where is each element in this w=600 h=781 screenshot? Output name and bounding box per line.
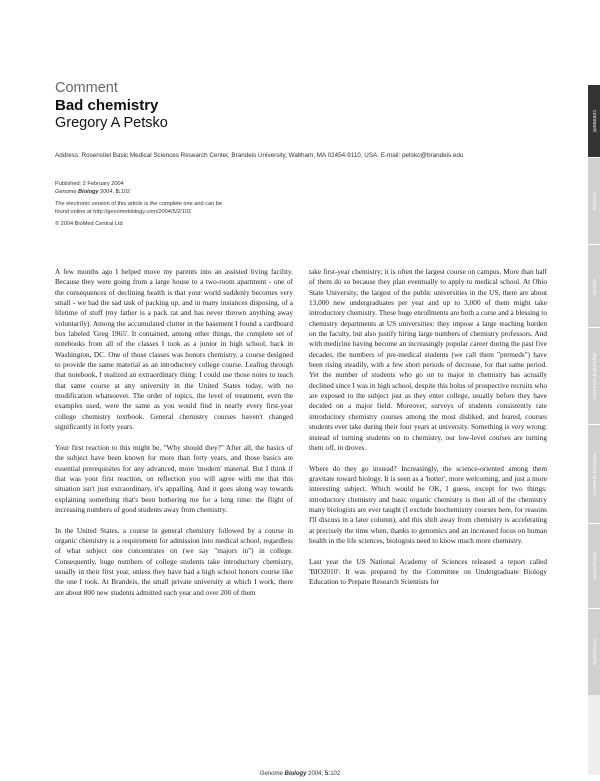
citation-journal-a: Genome — [55, 189, 79, 195]
citation — [55, 188, 285, 196]
citation-journal-b: Biology — [78, 189, 99, 195]
article-header — [55, 80, 535, 132]
section-sidebar — [588, 85, 600, 775]
sidebar-tab-label: deposited research — [591, 352, 597, 400]
footer-journal-b: Biology — [284, 771, 307, 777]
sidebar-tab-label: information — [591, 638, 597, 666]
sidebar-tab-deposited-research[interactable] — [588, 328, 600, 424]
body-column-left — [55, 267, 293, 608]
paragraph: Your first reaction to this might be, "Why should they?" After all, the basics of the subject have been known for more than forty years, and those basics are essential prerequisites for any advanced, more 'modern' material. But I think if that was your first reaction, on reflection you will agree with me that this situation isn't just extraordinary, it's appalling. And it goes along way towards explaining something that's been bothering me for a long time: the flight of increasing numbers of good students away from chemistry. — [55, 442, 293, 514]
sidebar-tab-refereed-research[interactable] — [588, 425, 600, 523]
sidebar-tab-reviews[interactable] — [588, 158, 600, 244]
body-column-right — [309, 267, 547, 598]
sidebar-tab-information[interactable] — [588, 609, 600, 695]
citation-volume: 5: — [115, 189, 121, 195]
article-author: Gregory A Petsko — [55, 115, 168, 131]
sidebar-tab-comment[interactable] — [588, 85, 600, 157]
electronic-version-line2: found online at http://genomebiology.com/2004/5/2/102 — [55, 209, 192, 215]
article-meta — [55, 180, 285, 228]
sidebar-tab-label: reviews — [591, 191, 597, 211]
copyright: © 2004 BioMed Central Ltd — [55, 221, 123, 227]
published-date: Published: 2 February 2004 — [55, 181, 124, 187]
page-footer — [0, 771, 600, 777]
citation-rest: 2004, — [98, 189, 116, 195]
article-title: Bad chemistry — [55, 97, 159, 114]
sidebar-tab-interactions[interactable] — [588, 524, 600, 608]
footer-volume: 5: — [324, 771, 331, 777]
electronic-version-line1: The electronic version of this article is the complete one and can be — [55, 201, 222, 207]
paragraph: take first-year chemistry; it is often the largest course on campus. More than half of them do so because they plan eventually to apply to medical school. At Ohio State University, the largest of the public universities in the US, there are about 13,000 new undergraduates per year and up to 3,000 of them might take introductory chemistry. These huge enrollments are both a curse and a blessing to chemistry departments at US universities: they impose a large teaching burden on the faculty, but also justify hiring large numbers of chemistry professors. And with medicine having become an increasingly popular career during the past five decades, the numbers of pre-medical students (we call them "premeds") have been rising steadily, with a few short periods of decrease, for that same period. Yet the number of students who go on to major in chemistry has actually declined since I was in high school, despite this bolus of prospective recruits who are exposed to the subject just as they enter college, usually before they have decided on a major field. Moreover, surveys of students consistently rate introductory chemistry courses among the most disliked, and feared, courses students ever take during their four years at university. Something is very wrong: instead of turning students on to chemistry, our low-level courses are turning them off, in droves. — [309, 267, 547, 452]
sidebar-tab-label: refereed research — [591, 452, 597, 496]
paragraph: In the United States, a course in general chemistry followed by a course in organic chemistry is a requirement for admission into medical school, regardless of what subject one concentrates on (we say "majors in") in college. Consequently, huge numbers of college students take introductory chemistry, usually in their first year, unless they have had a high school honors course like the one I took. At Brandeis, the small private university at which I work, there are about 800 new students admitted each year and over 200 of them — [55, 525, 293, 597]
sidebar-tab-label: comment — [591, 110, 597, 132]
sidebar-tab-reports[interactable] — [588, 245, 600, 327]
footer-rest: 2004, — [306, 771, 325, 777]
paragraph: A few months ago I helped move my parents into an assisted living facility. Because they were going from a large house to a two-room apartment - one of the consequences of declining health is that your world suddenly becomes very small - we had the sad task of packing up, and in many instances disposing, of a lifetime of stuff (my father is a pack rat and has never thrown anything away voluntarily). Among the accumulated clutter in the basement I found a cardboard box labeled 'Greg 1965'. It contained, among other things, the complete set of notebooks from all of the classes I took as a junior in high school, back in Washington, DC. One of those classes was honors chemistry, a course designed to provide the same material as an introductory college course. Leafing through that notebook, I realized an extraordinary thing: I could use those notes to teach that same course at any university in the United States today, with no modification whatsoever. The order of topics, the level of treatment, even the examples used, were the same as you would find in nearly every first-year college chemistry textbook. General chemistry courses haven't changed significantly in forty years. — [55, 267, 293, 432]
sidebar-tab-label: reports — [591, 277, 597, 295]
author-address: Address: Rosenstiel Basic Medical Sciences Research Center, Brandeis University, Waltham, MA 02454-9110, USA. E-mail: petsko@brandeis.edu — [55, 152, 464, 159]
footer-journal-a: Genome — [259, 771, 285, 777]
citation-article: 102 — [120, 189, 130, 195]
paragraph: Last year the US National Academy of Sciences released a report called 'BIO2010'. It was prepared by the Committee on Undergraduate Biology Education to Prepare Research Scientists for — [309, 556, 547, 587]
paragraph: Where do they go instead? Increasingly, the science-oriented among them gravitate toward biology. It is seen as a 'hotter', more welcoming, and just a more interesting subject. Which would be OK, I guess, except for two things: introductory chemistry and basic organic chemistry is then all of the chemistry many biologists are ever taught (I exclude biochemistry courses here, for reasons I'll discuss in a later column), and this shift away from chemistry is accelerating at precisely the time when, thanks to genomics and an increased focus on human health in the life sciences, biologists need to know much more chemistry. — [309, 463, 547, 545]
section-label: Comment — [55, 80, 118, 96]
sidebar-tab-label: interactions — [591, 552, 597, 580]
footer-article: 102 — [330, 771, 341, 777]
